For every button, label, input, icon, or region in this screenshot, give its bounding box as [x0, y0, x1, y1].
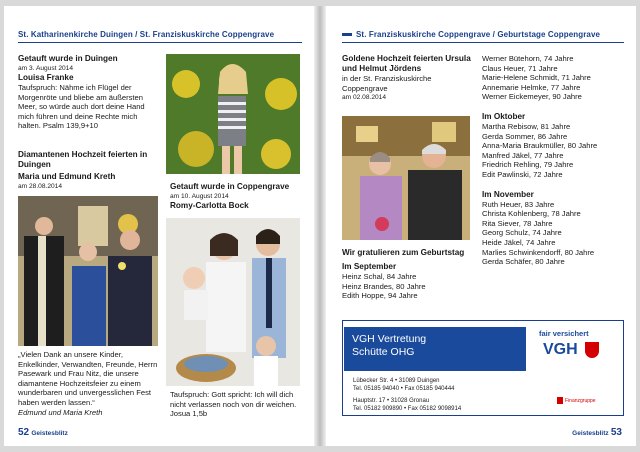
october-title: Im Oktober — [482, 111, 526, 121]
birthday-item: Werner Eickemeyer, 90 Jahre — [482, 92, 582, 102]
october-item: Manfred Jäkel, 77 Jahre — [482, 150, 564, 160]
girl-photo-image — [166, 54, 300, 174]
september-item: Edith Hoppe, 94 Jahre — [342, 291, 418, 301]
vgh-addr1b: Tel. 05185 94040 • Fax 05185 940444 — [353, 386, 455, 392]
vgh-logo-text: VGH — [543, 341, 578, 358]
family-photo-image — [166, 218, 300, 386]
vgh-tagline: fair versichert — [539, 329, 589, 338]
baptism-date: am 3. August 2014 — [18, 65, 73, 72]
october-item: Gerda Sommer, 86 Jahre — [482, 131, 568, 141]
birthday-item: Claus Heuer, 71 Jahre — [482, 63, 558, 73]
golden-place: in der St. Franziskuskirche Coppengrave — [342, 74, 432, 93]
november-item: Heide Jäkel, 74 Jahre — [482, 237, 556, 247]
november-title: Im November — [482, 189, 534, 199]
birthday-item: Werner Bütehorn, 74 Jahre — [482, 54, 574, 63]
anniversary-quote-block — [18, 350, 158, 417]
golden-date: am 02.08.2014 — [342, 94, 386, 102]
right-page-header — [342, 30, 600, 39]
vgh-address-1 — [353, 377, 455, 393]
november-item: Gerda Schäfer, 80 Jahre — [482, 257, 565, 267]
right-page — [326, 6, 636, 446]
vgh-logo — [543, 341, 599, 359]
right-footer — [572, 427, 622, 438]
golden-wedding — [342, 54, 478, 102]
diamond-wedding — [18, 150, 158, 191]
september-item: Heinz Brandes, 80 Jahre — [342, 281, 426, 291]
baptism-coppengrave — [170, 182, 304, 211]
footer-brand-left: Geistesblitz — [31, 430, 68, 437]
page-number-right: 53 — [610, 427, 622, 438]
november-item: Georg Schulz, 74 Jahre — [482, 228, 562, 238]
birthday-item: Marie-Helene Schmidt, 71 Jahre — [482, 73, 591, 83]
birthday-list-column — [482, 54, 628, 267]
left-footer — [18, 427, 68, 438]
left-page-header: St. Katharinenkirche Duingen / St. Franziskuskirche Coppengrave — [18, 30, 275, 39]
november-item: Christa Kohlenberg, 78 Jahre — [482, 209, 581, 219]
september-item: Heinz Schal, 84 Jahre — [342, 272, 417, 281]
left-page — [4, 6, 314, 446]
golden-wedding-photo — [342, 116, 470, 240]
header-rule-right — [342, 42, 624, 43]
baptism2-date: am 10. August 2014 — [170, 193, 229, 200]
girl-photo — [166, 54, 300, 174]
header-bar-mark — [342, 33, 352, 36]
baptism-verse: Taufspruch: Nähme ich Flügel der Morgenröte und bliebe am äußersten Meer, so würde auch dort deine Hand mich führen und deine Rechte mich halten. Psalm 139,9+10 — [18, 83, 145, 131]
vgh-addr2b: Tel. 05182 909890 • Fax 05182 9098914 — [353, 406, 462, 412]
right-header-text: St. Franziskuskirche Coppengrave / Geburtstage Coppengrave — [356, 30, 601, 39]
wedding-photo-image — [18, 196, 158, 346]
golden-title: Goldene Hochzeit feierten Ursula und Helmut Jördens — [342, 54, 471, 73]
october-item: Anna-Maria Braukmüller, 80 Jahre — [482, 141, 598, 151]
anniversary-title: Diamantenen Hochzeit feierten in Duingen — [18, 150, 148, 169]
birthday-greeting: Wir gratulieren zum Geburtstag — [342, 248, 465, 257]
baptism-title: Getauft wurde in Duingen — [18, 54, 118, 63]
vgh-line1: VGH Vertretung — [352, 333, 427, 345]
birthday-item: Annemarie Helmke, 77 Jahre — [482, 82, 581, 92]
vgh-advertisement — [342, 320, 624, 416]
september-title: Im September — [342, 262, 397, 271]
november-item: Marlies Schwinkendorff, 80 Jahre — [482, 247, 595, 257]
anniversary-names: Maria und Edmund Kreth — [18, 172, 116, 181]
anniversary-signature: Edmund und Maria Kreth — [18, 407, 103, 417]
baptism2-verse: Taufspruch: Gott spricht: Ich will dich nicht verlassen noch von dir weichen. Josua 1,5b — [170, 390, 297, 419]
baptism-name: Louisa Franke — [18, 73, 74, 82]
vgh-addr1a: Lübecker Str. 4 • 31089 Duingen — [353, 378, 440, 384]
header-rule — [18, 42, 302, 43]
baptism-duingen — [18, 54, 158, 131]
vgh-shield-icon — [585, 342, 599, 358]
sparkasse-text: Finanzgruppe — [565, 397, 596, 404]
family-photo — [166, 218, 300, 386]
november-item: Rita Siever, 78 Jahre — [482, 218, 553, 228]
wedding-photo — [18, 196, 158, 346]
november-item: Ruth Heuer, 83 Jahre — [482, 199, 555, 209]
october-item: Friedrich Rehling, 79 Jahre — [482, 160, 574, 170]
sparkasse-logo — [557, 397, 596, 404]
golden-photo-image — [342, 116, 470, 240]
footer-brand-right: Geistesblitz — [572, 430, 609, 437]
baptism2-verse-block — [170, 390, 304, 419]
birthday-greeting-block — [342, 248, 478, 301]
vgh-addr2a: Hauptstr. 17 • 31028 Gronau — [353, 398, 430, 404]
baptism2-title: Getauft wurde in Coppengrave — [170, 182, 290, 191]
vgh-address-2 — [353, 397, 461, 413]
page-number-left: 52 — [18, 427, 30, 438]
baptism2-name: Romy-Carlotta Bock — [170, 201, 249, 210]
october-item: Martha Rebisow, 81 Jahre — [482, 121, 571, 131]
anniversary-quote: „Vielen Dank an unsere Kinder, Enkelkinder, Verwandten, Freunde, Herrn Pasewark und Frau Nitz, die unsere diamantene Hochzeitsfeier zu einem wunderbaren und unvergesslichen Fest haben werden lassen.“ — [18, 350, 158, 407]
vgh-band — [344, 327, 526, 371]
book-gutter — [314, 6, 326, 446]
anniversary-date: am 28.08.2014 — [18, 183, 62, 190]
october-item: Edit Pawlinski, 72 Jahre — [482, 169, 563, 179]
sparkasse-icon — [557, 397, 563, 404]
vgh-line2: Schütte OHG — [352, 346, 415, 358]
